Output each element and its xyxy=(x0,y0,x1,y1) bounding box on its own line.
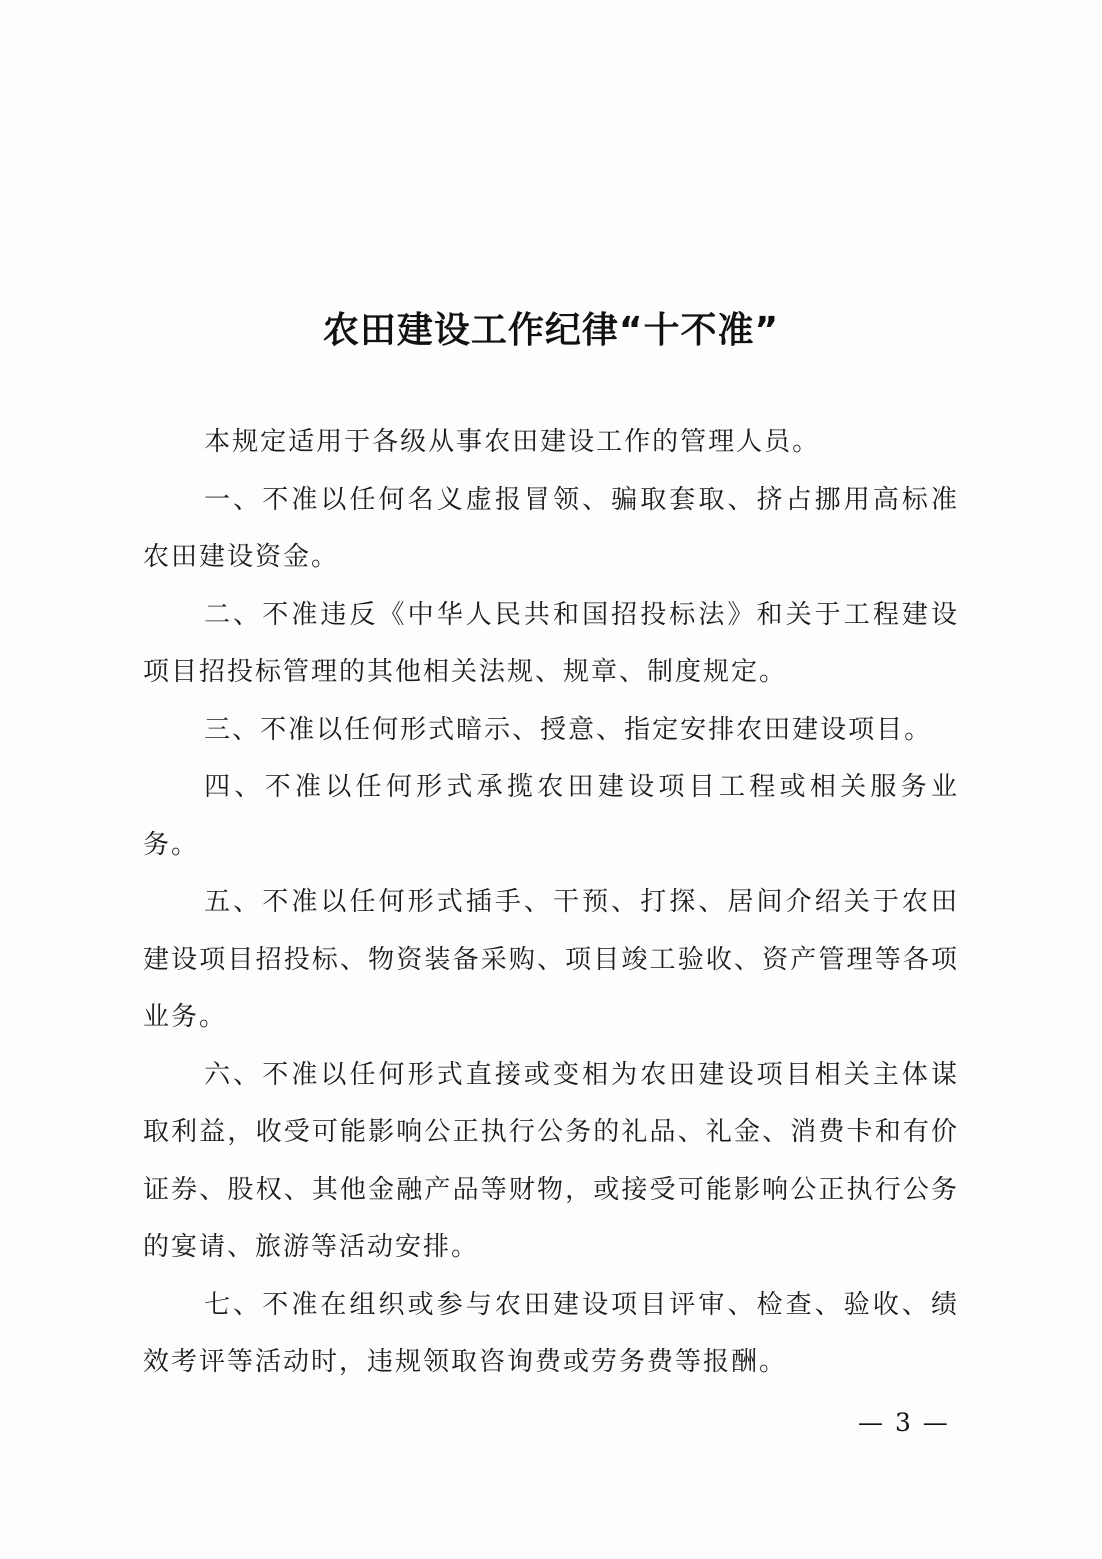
document-body xyxy=(143,414,959,1392)
document-title: 农田建设工作纪律“十不准” xyxy=(322,310,780,351)
paragraph-rule-3: 三、不准以任何形式暗示、授意、指定安排农田建设项目。 xyxy=(204,714,933,745)
paragraph-rule-4: 四、不准以任何形式承揽农田建设项目工程或相关服务业务。 xyxy=(143,772,959,860)
paragraph-rule-2: 二、不准违反《中华人民共和国招投标法》和关于工程建设项目招投标管理的其他相关法规、规章、制度规定。 xyxy=(143,599,959,687)
paragraph-scope: 本规定适用于各级从事农田建设工作的管理人员。 xyxy=(204,427,821,457)
paragraph-rule-6: 六、不准以任何形式直接或变相为农田建设项目相关主体谋取利益，收受可能影响公正执行公务的礼品、礼金、消费卡和有价证券、股权、其他金融产品等财物，或接受可能影响公正执行公务的宴请、旅游等活动安排。 xyxy=(143,1059,959,1262)
page-number: — 3 — xyxy=(858,1408,950,1437)
paragraph-rule-1: 一、不准以任何名义虚报冒领、骗取套取、挤占挪用高标准农田建设资金。 xyxy=(143,484,959,572)
paragraph-rule-7: 七、不准在组织或参与农田建设项目评审、检查、验收、绩效考评等活动时，违规领取咨询费或劳务费等报酬。 xyxy=(143,1289,959,1377)
paragraph-rule-5: 五、不准以任何形式插手、干预、打探、居间介绍关于农田建设项目招投标、物资装备采购、项目竣工验收、资产管理等各项业务。 xyxy=(143,887,959,1032)
